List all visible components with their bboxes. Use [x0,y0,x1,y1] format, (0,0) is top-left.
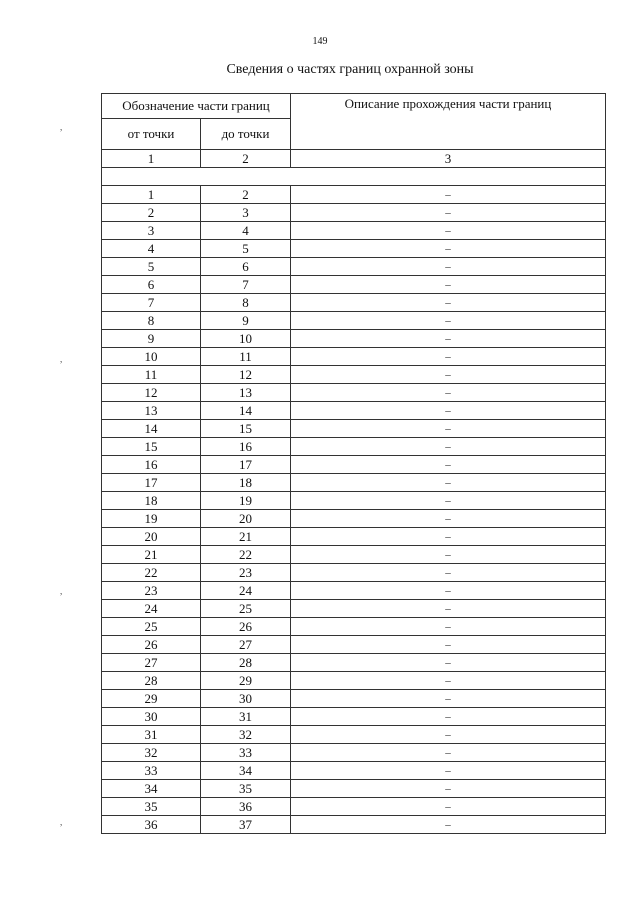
cell-description: – [291,690,606,708]
table-row [102,294,606,312]
cell-description: – [291,582,606,600]
cell-from-point: 17 [102,474,201,492]
cell-from-point: 31 [102,726,201,744]
header-from-point: от точки [102,119,201,150]
table-row [102,510,606,528]
table-header [102,94,606,186]
cell-description: – [291,564,606,582]
header-description: Описание прохождения части границ [291,94,606,150]
table-row [102,276,606,294]
table-row [102,258,606,276]
cell-description: – [291,402,606,420]
cell-from-point: 2 [102,204,201,222]
cell-to-point: 21 [201,528,291,546]
cell-from-point: 30 [102,708,201,726]
cell-to-point: 36 [201,798,291,816]
cell-description: – [291,294,606,312]
cell-to-point: 8 [201,294,291,312]
cell-to-point: 13 [201,384,291,402]
cell-to-point: 5 [201,240,291,258]
table-row [102,564,606,582]
table-row [102,420,606,438]
table-row [102,366,606,384]
cell-description: – [291,816,606,834]
cell-to-point: 17 [201,456,291,474]
cell-to-point: 34 [201,762,291,780]
cell-description: – [291,492,606,510]
table-row [102,744,606,762]
cell-from-point: 3 [102,222,201,240]
cell-from-point: 24 [102,600,201,618]
cell-to-point: 31 [201,708,291,726]
table-row [102,672,606,690]
cell-description: – [291,528,606,546]
margin-mark: , [60,354,63,364]
cell-to-point: 14 [201,402,291,420]
table-row [102,618,606,636]
cell-description: – [291,762,606,780]
page-title [0,62,640,78]
table-row [102,222,606,240]
cell-from-point: 35 [102,798,201,816]
cell-to-point: 2 [201,186,291,204]
page-title-text: Сведения о частях границ охранной зоны [226,62,474,77]
cell-description: – [291,798,606,816]
cell-from-point: 12 [102,384,201,402]
cell-description: – [291,510,606,528]
cell-description: – [291,744,606,762]
table-row [102,528,606,546]
cell-from-point: 32 [102,744,201,762]
cell-description: – [291,600,606,618]
cell-from-point: 23 [102,582,201,600]
cell-to-point: 28 [201,654,291,672]
column-number-3: 3 [291,150,606,168]
cell-to-point: 18 [201,474,291,492]
table-row [102,708,606,726]
cell-description: – [291,780,606,798]
boundary-parts-table [101,93,606,834]
table-row [102,798,606,816]
cell-to-point: 37 [201,816,291,834]
cell-to-point: 9 [201,312,291,330]
table-row [102,438,606,456]
cell-from-point: 34 [102,780,201,798]
column-number-1: 1 [102,150,201,168]
cell-to-point: 15 [201,420,291,438]
cell-description: – [291,366,606,384]
cell-to-point: 19 [201,492,291,510]
cell-description: – [291,312,606,330]
cell-description: – [291,474,606,492]
cell-description: – [291,708,606,726]
table-row [102,204,606,222]
cell-to-point: 11 [201,348,291,366]
cell-description: – [291,654,606,672]
table-row [102,780,606,798]
cell-from-point: 29 [102,690,201,708]
cell-description: – [291,240,606,258]
cell-to-point: 7 [201,276,291,294]
table-row [102,312,606,330]
table-row [102,456,606,474]
header-boundary-designation: Обозначение части границ [102,94,291,119]
cell-to-point: 33 [201,744,291,762]
cell-description: – [291,618,606,636]
cell-to-point: 10 [201,330,291,348]
cell-from-point: 36 [102,816,201,834]
cell-from-point: 16 [102,456,201,474]
blank-section-row [102,168,606,186]
cell-from-point: 13 [102,402,201,420]
cell-to-point: 25 [201,600,291,618]
cell-to-point: 24 [201,582,291,600]
cell-description: – [291,276,606,294]
table-row [102,402,606,420]
column-number-2: 2 [201,150,291,168]
cell-to-point: 16 [201,438,291,456]
table-row [102,492,606,510]
cell-to-point: 27 [201,636,291,654]
cell-description: – [291,330,606,348]
table-row [102,330,606,348]
cell-from-point: 9 [102,330,201,348]
cell-description: – [291,546,606,564]
cell-description: – [291,636,606,654]
table-row [102,582,606,600]
cell-from-point: 14 [102,420,201,438]
cell-from-point: 11 [102,366,201,384]
cell-from-point: 21 [102,546,201,564]
cell-to-point: 30 [201,690,291,708]
cell-from-point: 28 [102,672,201,690]
cell-description: – [291,672,606,690]
cell-from-point: 10 [102,348,201,366]
cell-description: – [291,222,606,240]
cell-description: – [291,204,606,222]
table-row [102,636,606,654]
cell-from-point: 27 [102,654,201,672]
page-number: 149 [312,36,328,47]
table-row [102,654,606,672]
cell-to-point: 26 [201,618,291,636]
table-row [102,186,606,204]
table-row [102,690,606,708]
margin-mark: , [60,817,63,827]
table-row [102,384,606,402]
table-row [102,816,606,834]
margin-mark: , [60,122,63,132]
cell-description: – [291,420,606,438]
cell-to-point: 20 [201,510,291,528]
cell-description: – [291,438,606,456]
cell-from-point: 6 [102,276,201,294]
cell-from-point: 20 [102,528,201,546]
cell-from-point: 26 [102,636,201,654]
cell-description: – [291,726,606,744]
cell-to-point: 3 [201,204,291,222]
table-row [102,546,606,564]
cell-from-point: 7 [102,294,201,312]
table-row [102,240,606,258]
cell-from-point: 5 [102,258,201,276]
cell-to-point: 35 [201,780,291,798]
table-row [102,348,606,366]
cell-from-point: 25 [102,618,201,636]
cell-to-point: 12 [201,366,291,384]
cell-from-point: 22 [102,564,201,582]
table-row [102,726,606,744]
cell-from-point: 15 [102,438,201,456]
cell-to-point: 32 [201,726,291,744]
cell-to-point: 23 [201,564,291,582]
cell-to-point: 4 [201,222,291,240]
table-body [102,186,606,834]
cell-description: – [291,258,606,276]
cell-from-point: 1 [102,186,201,204]
cell-from-point: 19 [102,510,201,528]
table-row [102,600,606,618]
cell-from-point: 33 [102,762,201,780]
cell-to-point: 6 [201,258,291,276]
cell-description: – [291,348,606,366]
header-to-point: до точки [201,119,291,150]
table-row [102,474,606,492]
cell-description: – [291,456,606,474]
cell-from-point: 4 [102,240,201,258]
cell-from-point: 8 [102,312,201,330]
cell-description: – [291,384,606,402]
cell-to-point: 29 [201,672,291,690]
table-row [102,762,606,780]
margin-mark: , [60,586,63,596]
cell-from-point: 18 [102,492,201,510]
cell-description: – [291,186,606,204]
cell-to-point: 22 [201,546,291,564]
